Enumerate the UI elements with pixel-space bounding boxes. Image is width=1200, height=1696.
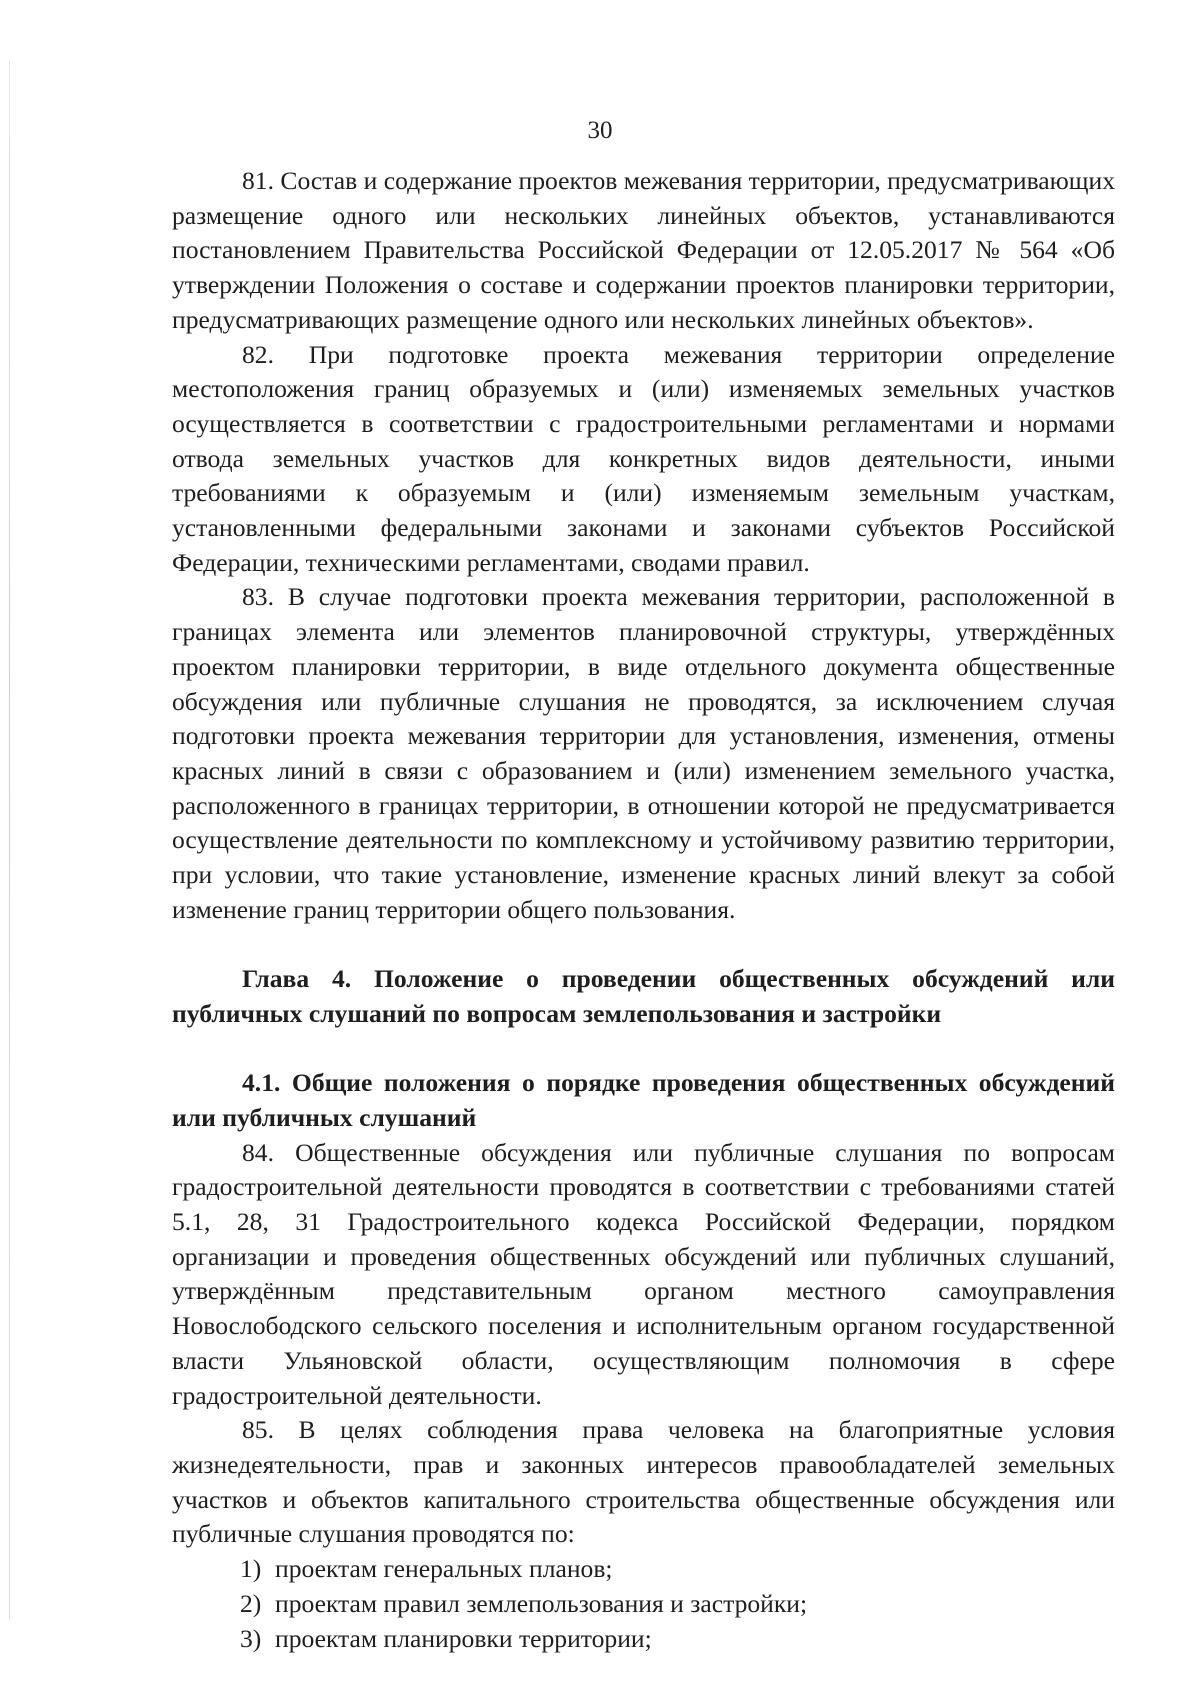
list-item-number: 1)	[240, 1554, 262, 1584]
scan-edge-line	[9, 60, 10, 1620]
list-item	[172, 1587, 1115, 1622]
paragraph-85: 85. В целях соблюдения права человека на благоприятные условия жизнедеятельности, прав и законных интересов правообладателей земельных участков и объектов капитального строительства общественные обсуждения или публичные слушания проводятся по:	[172, 1415, 1115, 1549]
paragraph-84: 84. Общественные обсуждения или публичные слушания по вопросам градостроительной деятельности проводятся в соответствии с требованиями статей 5.1, 28, 31 Градостроительного кодекса Российской Федерации, порядком организации и проведения общественных обсуждений или публичных слушаний, утверждённым представительным органом местного самоуправления Новослободского сельского поселения и исполнительным органом государственной власти Ульяновской области, осуществляющим полномочия в сфере градостроительной деятельности.	[172, 1137, 1115, 1410]
paragraph-82: 82. При подготовке проекта межевания территории определение местоположения границ образуемых и (или) изменяемых земельных участков осуществляется в соответствии с градостроительными регламентами и нормами отвода земельных участков для конкретных видов деятельности, иными требованиями к образуемым и (или) изменяемым земельным участкам, установленными федеральными законами и законами субъектов Российской Федерации, техническими регламентами, сводами правил.	[172, 339, 1115, 577]
hearing-subjects-list	[172, 1552, 1115, 1656]
list-item-text: проектам правил землепользования и застройки;	[275, 1588, 808, 1618]
section-title: 4.1. Общие положения о порядке проведения общественных обсуждений или публичных слушаний	[172, 1068, 1115, 1132]
chapter-title: Глава 4. Положение о проведении общественных обсуждений или публичных слушаний по вопросам землепользования и застройки	[172, 964, 1115, 1028]
list-item-text: проектам генеральных планов;	[275, 1554, 613, 1584]
list-item-number: 3)	[240, 1623, 262, 1653]
list-item-text: проектам планировки территории;	[275, 1623, 652, 1653]
document-body	[172, 164, 1115, 1656]
paragraph-83: 83. В случае подготовки проекта межевания территории, расположенной в границах элемента или элементов планировочной структуры, утверждённых проектом планировки территории, в виде отдельного документа общественные обсуждения или публичные слушания не проводятся, за исключением случая подготовки проекта межевания территории для установления, изменения, отмены красных линий в связи с образованием и (или) изменением земельного участка, расположенного в границах территории, в отношении которой не предусматривается осуществление деятельности по комплексному и устойчивому развитию территории, при условии, что такие установление, изменение красных линий влекут за собой изменение границ территории общего пользования.	[172, 582, 1115, 924]
list-item	[172, 1622, 1115, 1657]
list-item-number: 2)	[240, 1588, 262, 1618]
page-number: 30	[587, 117, 613, 144]
paragraph-81: 81. Состав и содержание проектов межевания территории, предусматривающих размещение одного или нескольких линейных объектов, устанавливаются постановлением Правительства Российской Федерации от 12.05.2017 № 564 «Об утверждении Положения о составе и содержании проектов планировки территории, предусматривающих размещение одного или нескольких линейных объектов».	[172, 166, 1115, 334]
list-item	[172, 1552, 1115, 1587]
